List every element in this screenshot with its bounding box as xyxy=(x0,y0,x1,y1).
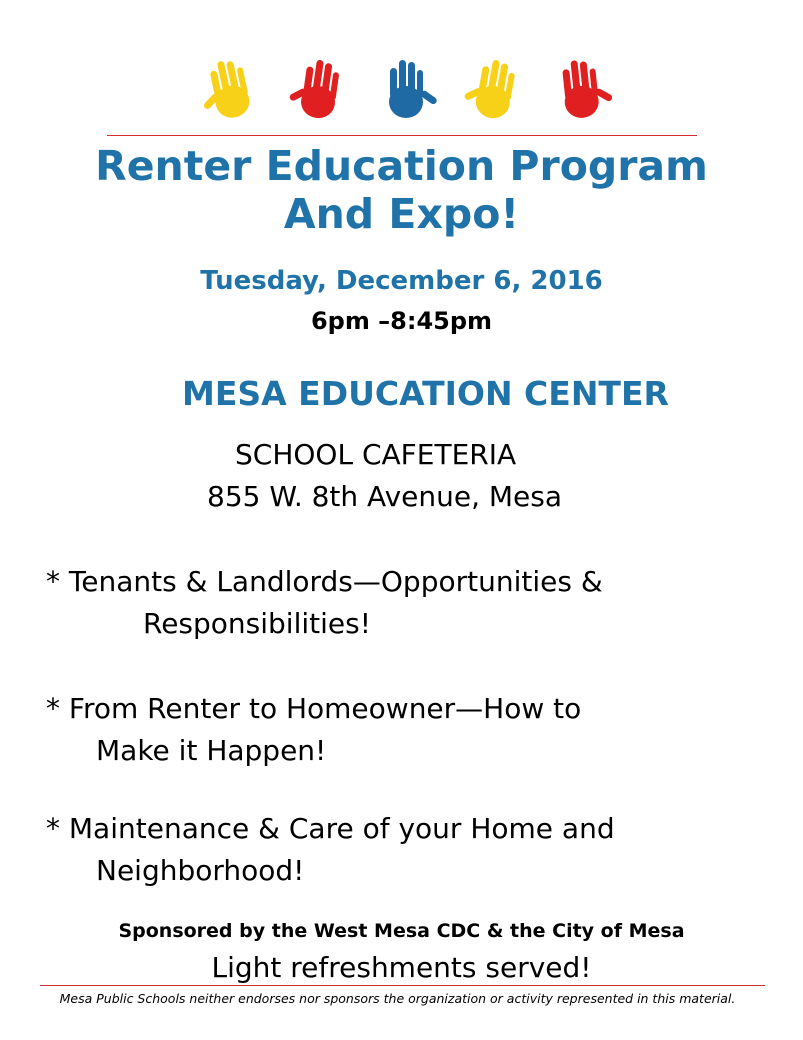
venue-name: MESA EDUCATION CENTER xyxy=(182,374,669,413)
venue-address: 855 W. 8th Avenue, Mesa xyxy=(207,480,563,513)
topic-line-1: * From Renter to Homeowner—How to xyxy=(46,692,582,725)
blue-hand-icon xyxy=(370,50,440,130)
bottom-divider xyxy=(40,985,765,986)
title-line-2: And Expo! xyxy=(283,190,520,238)
page-title xyxy=(0,142,803,238)
red-hand-icon xyxy=(545,50,615,130)
topic-item xyxy=(46,688,766,772)
topic-line-2: Make it Happen! xyxy=(96,734,327,767)
event-date: Tuesday, December 6, 2016 xyxy=(200,266,603,296)
venue-room: SCHOOL CAFETERIA xyxy=(235,438,517,471)
topic-line-1: * Tenants & Landlords—Opportunities & xyxy=(46,565,603,598)
handprint-banner xyxy=(195,50,615,130)
topic-line-2: Responsibilities! xyxy=(143,607,371,640)
title-line-1: Renter Education Program xyxy=(95,142,708,190)
topic-item xyxy=(46,808,766,892)
event-time: 6pm –8:45pm xyxy=(310,307,493,335)
disclaimer-text: Mesa Public Schools neither endorses nor sponsors the organization or activity represented in this material. xyxy=(59,991,736,1006)
yellow-hand-icon xyxy=(195,50,265,130)
refreshments-text: Light refreshments served! xyxy=(211,951,592,984)
topic-item xyxy=(46,561,766,645)
topic-line-2: Neighborhood! xyxy=(96,854,305,887)
topic-line-1: * Maintenance & Care of your Home and xyxy=(46,812,615,845)
top-divider xyxy=(107,135,697,136)
yellow-hand-icon xyxy=(458,50,528,130)
sponsor-text: Sponsored by the West Mesa CDC & the City of Mesa xyxy=(118,920,685,942)
red-hand-icon xyxy=(283,50,353,130)
